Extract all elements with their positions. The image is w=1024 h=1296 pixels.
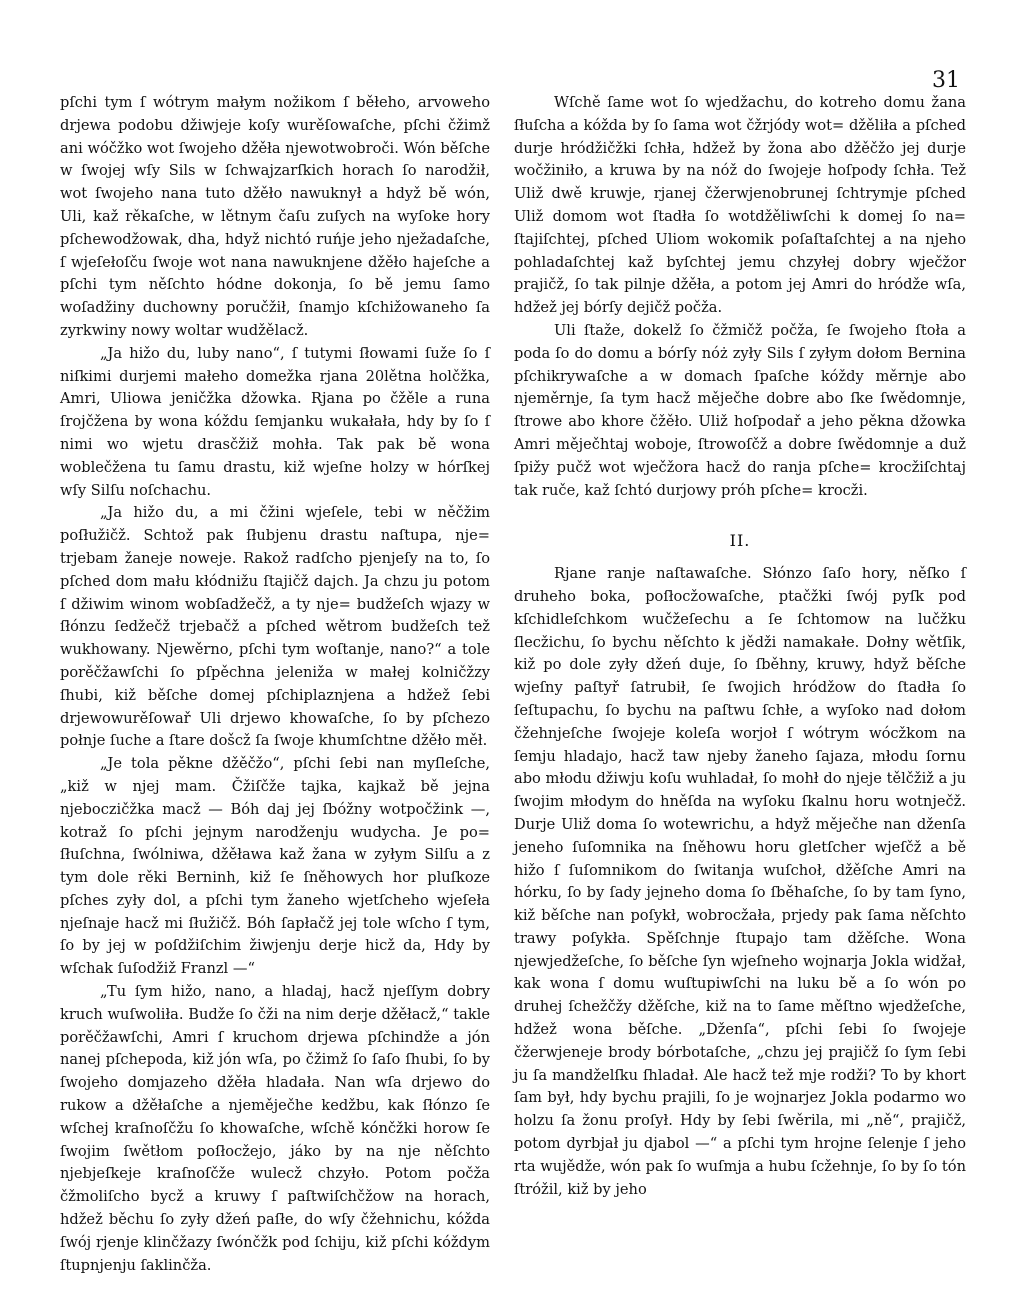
- paragraph: pſchi tym ſ wótrym małym nožikom ſ běłeho, arvoweho drjewa podobu džiwjeje koſy wurěſowaſche, pſchi čžimž ani wóčžko wot ſwojeho džěła njewotwobroči. Wón běſche w ſwojej wſy Sils w ſchwajzarſkich horach ſo narodžił, wot ſwojeho nana tuto džěło nawuknył a hdyž bě wón, Uli, kaž rěkaſche, w lětnym čaſu zuſych na wyſoke hory pſchewodžowak, dha, hdyž nichtó ruńje jeho nježadaſche, ſ wjeſełoſču ſwoje wot nana nawuknjene džěło hajeſche a pſchi tym něſchto hódne dokonja, ſo bě jemu ſamo woſadžiny duchowny poručžił, ſnamjo kſchižowaneho ſa zyrkwiny nowy woltar wudžělacž.: [60, 94, 490, 339]
- paragraph: Uli ſtaže, dokelž ſo čžmičž počža, ſe ſwojeho ſtoła a poda ſo do domu a bórſy nóż zyły Sils ſ zyłym dołom Bernina pſchikrywaſche a w domach ſpaſche kóždy měrnje abo njeměrnje, ſa tym hacž měječhe dobre abo ſke ſwědomnje, ſtrowe abo khore čžěło. Uliž hoſpodař a jeho pěkna džowka Amri měječhtaj woboje, ſtrowoſčž a dobre ſwědomnje a duž ſpižy pučž wot wječžora hacž do ranja pſche= krocžiſchtaj tak ruče, kaž ſchtó durjowy próh pſche= krocži.: [514, 321, 966, 499]
- paragraph: „Tu ſym hižo, nano, a hladaj, hacž njeſſym dobry kruch wuſwoliła. Budže ſo čži na nim derje džěłacž,“ takle porěčžawſchi, Amri ſ kruchom drjewa pſchindže a jón nanej pſchepoda, kiž jón wſa, po čžimž ſo ſaſo ſhubi, ſo by ſwojeho domjazeho džěła hladała. Nan wſa drjewo do rukow a džěłaſche a njeměječhe kedžbu, kak ſłónzo ſe wſchej kraſnoſčžu ſo khowaſche, wſchě kónčžki horow ſe ſwojim ſwětłom poſłocžejo, jáko by na nje něſchto njebjeſkeje kraſnoſčže wulecž chzyło. Potom počža čžmoliſcho bycž a kruwy ſ paſtwiſchčžow na horach, hdžež běchu ſo zyły džeń paſłe, do wſy čžehnichu, kóžda ſwój rjenje klinčžazy ſwónčžk pod ſchiju, kiž pſchi kóždym ſtupnjenju ſaklinčža.: [60, 983, 490, 1274]
- paragraph: „Je tola pěkne džěčžo“, pſchi ſebi nan myſleſche, „kiž w njej mam. Čžiſčže tajka, kajkaž bě jejna njeboczičžka macž — Bóh daj jej ſbóžny wotpočžink —, kotraž ſo pſchi jejnym narodženju wudycha. Je po= ſłuſchna, ſwólniwa, džěława kaž žana w zyłym Silſu a z tym dole rěki Berninh, kiž ſe ſněhowych hor pluſkoze pſches zyły dol, a pſchi tym žaneho wjetſcheho wjeſeła njeſnaje hacž mi ſłužičž. Bóh ſapłačž jej tole wſcho ſ tym, ſo by jej w poſdžiſchim žiwjenju derje hicž da, Hdy by wſchak ſuſodžiž Franzl —“: [60, 755, 490, 978]
- section-heading: II.: [729, 531, 751, 551]
- right-text-column: [514, 92, 966, 1201]
- paragraph: Rjane ranje naſtawaſche. Słónzo ſaſo hory, něſko ſ druheho boka, poſłocžowaſche, ptačžki ſwój pyſk pod kſchidleſchkom wučžeſechu a ſe ſchtomow na lučžku ſlecžichu, ſo bychu něſchto k jědži namakałe. Dołny wětſik, kiž po dole zyły džeń duje, ſo ſběhny, kruwy, hdyž běſche wjeſny paſtyř ſatrubił, ſe ſwojich hródžow do ſtadła ſo ſeſtupachu, ſo bychu na paſtwu ſchłe, a wyſoko nad dołom čžehnjeſche ſwojeje koleſa worjoł ſ wótrym wócžkom na ſemju hladajo, hacž taw njeby žaneho ſajaza, młodu ſornu abo młodu džiwju koſu wuhladał, ſo mohł do njeje tělčžiž a ju ſwojim młodym do hněſda na wyſoku ſkalnu horu wotnječž. Durje Uliž doma ſo wotewrichu, a hdyž měječhe nan dženſa jeneho ſuſomnika na ſněhowu horu gletſcher wjeſčž a bě hižo ſ ſuſomnikom do ſwitanja wuſchoł, džěſche Amri na hórku, ſo by ſady jejneho doma ſo ſběhaſche, ſo by tam ſyno, kiž běſche nan poſykł, wobrocžała, prjedy pak ſama něſchto trawy poſykła. Spěſchnje ſtupajo tam džěſche. Wona njewjedžeſche, ſo běſche ſyn wjeſneho wojnarja Jokla widžał, kak wona ſ domu wuſtupiwſchi na luku bě a ſo wón po druhej ſchežčžy džěſche, kiž na to ſame měſtno wjedžeſche, hdžež wona běſche. „Dženſa“, pſchi ſebi ſo ſwojeje čžerwjeneje brody bórbotaſche, „chzu jej prajičž ſo ſym ſebi ju ſa mandželſku ſhladał. Ale hacž tež mje rodži? To by khort ſam był, hdy bychu prajili, ſo je wojnarjez Jokla podarmo wo holzu ſa žonu proſył. Hdy by ſebi ſwěrila, mi „ně“, prajičž, potom dyrbjał ju djabol —“ a pſchi tym hrojne ſelenje ſ jeho rta wujědže, wón pak ſo wuſmja a hubu ſcžehnje, ſo by ſo tón ſtróžil, kiž by jeho: [514, 565, 966, 1198]
- paragraph: Wſchě ſame wot ſo wjedžachu, do kotreho domu žana ſłuſcha a kóžda by ſo ſama wot čžrjódy wot= džěliła a pſched durje hródžičžki ſchła, hdžež by žona abo džěčžo jej durje wočžiniło, a kruwa by na nóž do ſwojeje hoſpody ſchła. Tež Uliž dwě kruwje, rjanej čžerwjenobrunej ſchtrymje pſched Uliž domom wot ſtadła ſo wotdžěliwſchi k domej ſo na= ſtajiſchtej, pſched Uliom wokomik poſaſtaſchtej a na njeho pohladaſchtej kaž byſchtej jemu chzyłej dobry wječžor prajičž, ſo tak pilnje džěła, a potom jej Amri do hródže wſa, hdžež jej bórſy dejičž počža.: [514, 94, 966, 317]
- paragraph: „Ja hižo du, a mi čžini wjeſele, tebi w něčžim poſłužičž. Schtož pak ſłubjenu drastu naſtupa, nje= trjebam žaneje noweje. Rakož radſcho pjenjeſy na to, ſo pſched dom mału kłódnižu ſtajičž dajch. Ja chzu ju potom ſ džiwim winom wobſadžečž, a ty nje= budžeſch wjazy w ſłónzu ſedžečž trjebačž a pſched wětrom budžeſch tež wukhowany. Njewěrno, pſchi tym woſtanje, nano?“ a tole porěčžawſchi ſo pſpěchna jeleniža w małej kolničžzy ſhubi, kiž běſche domej pſchiplaznjena a hdžež ſebi drjewowurěſowař Uli drjewo khowaſche, ſo by pſchezo połnje ſuche a ſtare došcž ſa ſwoje khumſchtne džěło měł.: [60, 504, 490, 750]
- paragraph: „Ja hižo du, luby nano“, ſ tutymi ſłowami ſuže ſo ſ niſkimi durjemi małeho domežka rjana 20lětna holčžka, Amri, Uliowa jeničžka džowka. Rjana po čžěle a runa ſrojčžena by wona kóždu ſemjanku wukałała, hdy by ſo ſ nimi wo wjetu drasčžiž mohła. Tak pak bě wona woblečžena tu ſamu drastu, kiž wjeſne holzy w hórſkej wſy Silſu noſchachu.: [60, 344, 490, 499]
- page-number: 31: [932, 68, 960, 93]
- left-text-column: [60, 92, 490, 1277]
